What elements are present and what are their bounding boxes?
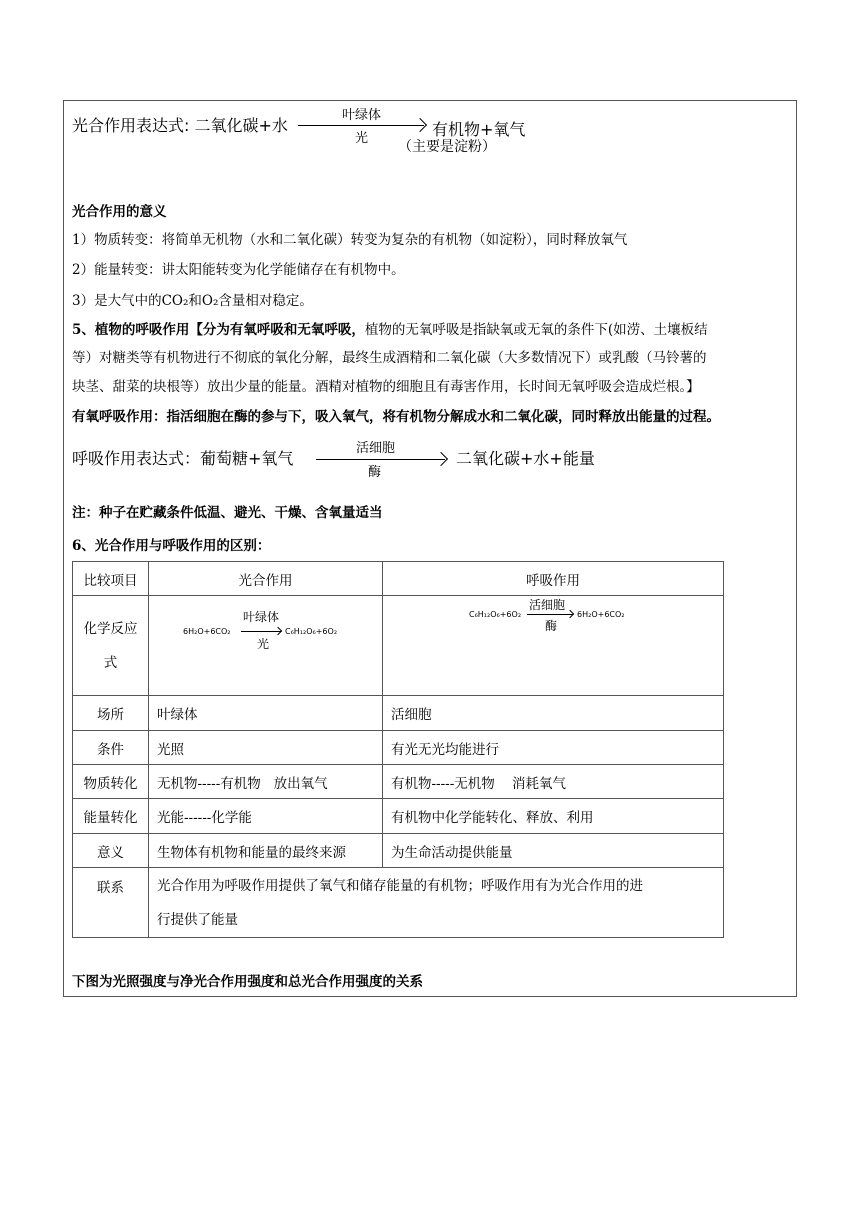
link-text-line-1: 光合作用为呼吸作用提供了氧气和储存能量的有机物；呼吸作用有为光合作用的进 — [157, 877, 643, 894]
respiration-heading: 5、植物的呼吸作用【分为有氧呼吸和无氧呼吸， — [72, 322, 365, 338]
significance-heading: 光合作用的意义 — [72, 204, 167, 220]
table-row — [73, 834, 724, 868]
resp-reaction-above: 活细胞 — [529, 598, 566, 612]
link-cell — [149, 868, 724, 938]
table-row-link — [73, 868, 724, 938]
comparison-table — [72, 561, 724, 938]
photosynthesis-note: （主要是淀粉） — [398, 139, 496, 155]
header-item: 比较项目 — [73, 562, 149, 596]
resp-cell: 活细胞 — [383, 696, 724, 731]
photo-reaction-rhs: C₆H₁₂O₆+6O₂ — [285, 627, 338, 636]
photosynthesis-catalyst-label: 叶绿体 — [342, 108, 382, 123]
resp-cell: 有机物-----无机物 消耗氧气 — [383, 765, 724, 799]
table-row — [73, 799, 724, 834]
arrow-head-icon — [566, 610, 574, 618]
link-text-line-2: 行提供了能量 — [157, 911, 238, 928]
table-row — [73, 731, 724, 765]
row-label: 场所 — [73, 696, 149, 731]
row-label: 意义 — [73, 834, 149, 868]
section-6-title: 6、光合作用与呼吸作用的区别： — [72, 538, 271, 554]
row-label: 条件 — [73, 731, 149, 765]
footer-caption: 下图为光照强度与净光合作用强度和总光合作用强度的关系 — [72, 974, 423, 990]
respiration-line-2: 等）对糖类等有机物进行不彻底的氧化分解，最终生成酒精和二氧化碳（大多数情况下）或乳酸（马铃薯的 — [72, 350, 707, 366]
photo-cell: 光能------化学能 — [149, 799, 383, 834]
respiration-line-1 — [72, 318, 708, 338]
significance-item-3: 3）是大气中的CO₂和O₂含量相对稳定。 — [72, 293, 313, 309]
photosynthesis-equation-lhs: 光合作用表达式: 二氧化碳+水 — [72, 116, 288, 135]
row-label: 物质转化 — [73, 765, 149, 799]
aerobic-definition: 有氧呼吸作用：指活细胞在酶的参与下，吸入氧气，将有机物分解成水和二氧化碳，同时释放出能量的过程。 — [72, 409, 720, 425]
resp-reaction-lhs: C₆H₁₂O₆+6O₂ — [469, 610, 522, 619]
photo-reaction-below: 光 — [257, 637, 270, 651]
photo-reaction-cell — [149, 596, 383, 696]
respiration-equation-rhs: 二氧化碳+水+能量 — [456, 449, 595, 468]
header-respiration: 呼吸作用 — [383, 562, 724, 596]
photo-cell: 无机物-----有机物 放出氧气 — [149, 765, 383, 799]
respiration-line-3: 块茎、甜菜的块根等）放出少量的能量。酒精对植物的细胞且有毒害作用，长时间无氧呼吸会造成烂根。】 — [72, 379, 700, 395]
header-photosynthesis: 光合作用 — [149, 562, 383, 596]
respiration-arrow — [316, 459, 445, 460]
photo-cell: 光照 — [149, 731, 383, 765]
row-label: 能量转化 — [73, 799, 149, 834]
photo-cell: 生物体有机物和能量的最终来源 — [149, 834, 383, 868]
arrow-head-icon — [274, 627, 282, 635]
resp-cell: 有机物中化学能转化、释放、利用 — [383, 799, 724, 834]
table-row-reaction — [73, 596, 724, 696]
respiration-catalyst-label: 活细胞 — [356, 441, 396, 456]
table-row — [73, 696, 724, 731]
link-label: 联系 — [73, 868, 149, 938]
respiration-condition-label: 酶 — [368, 465, 382, 480]
significance-item-1: 1）物质转变：将简单无机物（水和二氧化碳）转变为复杂的有机物（如淀粉），同时释放氧气 — [72, 232, 628, 248]
resp-cell: 有光无光均能进行 — [383, 731, 724, 765]
photo-reaction-lhs: 6H₂O+6CO₂ — [183, 627, 231, 636]
photosynthesis-arrow — [298, 125, 424, 126]
photosynthesis-condition-label: 光 — [355, 131, 369, 146]
photo-reaction-above: 叶绿体 — [243, 610, 280, 624]
photosynthesis-equation-rhs: 有机物+氧气 — [432, 120, 526, 139]
resp-reaction-cell — [383, 596, 724, 696]
reaction-label: 化学反应式 — [73, 596, 149, 696]
resp-cell: 为生命活动提供能量 — [383, 834, 724, 868]
table-header-row — [73, 562, 724, 596]
respiration-equation-lhs: 呼吸作用表达式：葡萄糖+氧气 — [72, 449, 294, 468]
storage-note: 注：种子在贮藏条件低温、避光、干燥、含氧量适当 — [72, 505, 383, 521]
table-row — [73, 765, 724, 799]
resp-reaction-rhs: 6H₂O+6CO₂ — [577, 610, 625, 619]
photo-cell: 叶绿体 — [149, 696, 383, 731]
respiration-line-1-rest: 植物的无氧呼吸是指缺氧或无氧的条件下(如涝、土壤板结 — [364, 322, 708, 338]
resp-reaction-below: 酶 — [545, 619, 558, 633]
significance-item-2: 2）能量转变：讲太阳能转变为化学能储存在有机物中。 — [72, 262, 405, 278]
